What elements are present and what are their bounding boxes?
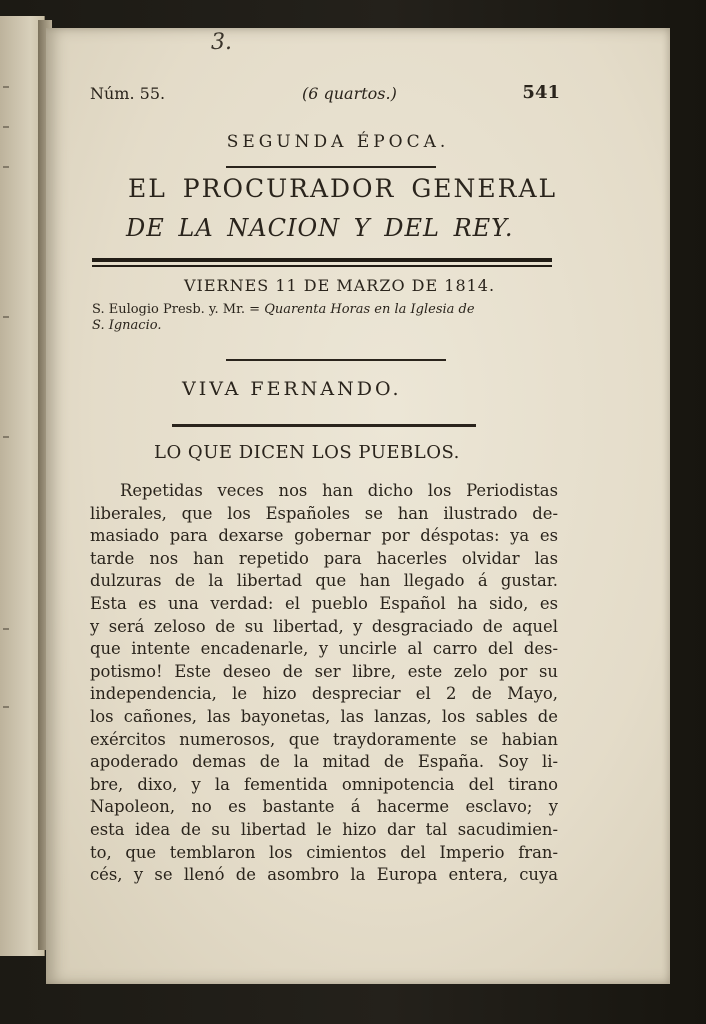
masthead-rule-thin bbox=[92, 265, 552, 267]
saints-of-day bbox=[92, 302, 562, 334]
epoch-heading: SEGUNDA ÉPOCA. bbox=[226, 132, 450, 152]
issue-price: (6 quartos.) bbox=[302, 84, 397, 103]
saints-plain: S. Eulogio Presb. y. Mr. = bbox=[92, 302, 261, 317]
body-line: apoderado demas de la mitad de España. Soy li- bbox=[90, 752, 558, 772]
issue-date: VIERNES 11 DE MARZO DE 1814. bbox=[184, 276, 496, 295]
masthead-title-line2: DE LA NACION Y DEL REY. bbox=[126, 214, 514, 242]
body-line: bre, dixo, y la fementida omnipotencia del tirano bbox=[90, 774, 558, 794]
body-line: cés, y se llenó de asombro la Europa entera, cuya bbox=[90, 865, 558, 885]
body-line: independencia, le hizo despreciar el 2 de Mayo, bbox=[90, 684, 558, 704]
body-line: dulzuras de la libertad que han llegado á gustar. bbox=[90, 571, 558, 591]
body-line: Esta es una verdad: el pueblo Español ha sido, es bbox=[90, 593, 558, 613]
section-rule-2 bbox=[172, 424, 476, 427]
body-line: Repetidas veces nos han dicho los Periodistas bbox=[120, 481, 558, 500]
issue-number: Núm. 55. bbox=[90, 84, 166, 103]
body-line: y será zeloso de su libertad, y desgraciado de aquel bbox=[90, 616, 558, 636]
saints-italic-2: S. Ignacio. bbox=[92, 318, 162, 333]
body-line: masiado para dexarse gobernar por déspotas: ya es bbox=[90, 526, 558, 546]
body-line: potismo! Este deseo de ser libre, este zelo por su bbox=[90, 661, 558, 681]
body-line: que intente encadenarle, y uncirle al carro del des- bbox=[90, 639, 558, 659]
section-rule-1 bbox=[226, 359, 446, 361]
article-body bbox=[90, 480, 558, 887]
motto-heading: VIVA FERNANDO. bbox=[182, 378, 402, 400]
body-line: Napoleon, no es bastante á hacerme esclavo; y bbox=[90, 797, 558, 817]
ornament-rule bbox=[226, 166, 436, 168]
masthead-title-line1: EL PROCURADOR GENERAL bbox=[128, 174, 558, 203]
body-line: to, que temblaron los cimientos del Imperio fran- bbox=[90, 842, 558, 862]
article-title: LO QUE DICEN LOS PUEBLOS. bbox=[154, 442, 460, 463]
body-line: exércitos numerosos, que traydoramente se habian bbox=[90, 729, 558, 749]
body-line: esta idea de su libertad le hizo dar tal sacudimien- bbox=[90, 819, 558, 839]
page-number: 541 bbox=[522, 82, 560, 103]
page-header bbox=[90, 84, 560, 110]
handwritten-note: 3. bbox=[211, 30, 232, 55]
body-line: liberales, que los Españoles se han ilustrado de- bbox=[90, 503, 558, 523]
body-line: tarde nos han repetido para hacerles olvidar las bbox=[90, 548, 558, 568]
masthead-rule-thick bbox=[92, 258, 552, 262]
saints-italic-1: Quarenta Horas en la Iglesia de bbox=[264, 302, 475, 317]
body-line: los cañones, las bayonetas, las lanzas, los sables de bbox=[90, 706, 558, 726]
newspaper-page bbox=[46, 28, 670, 984]
